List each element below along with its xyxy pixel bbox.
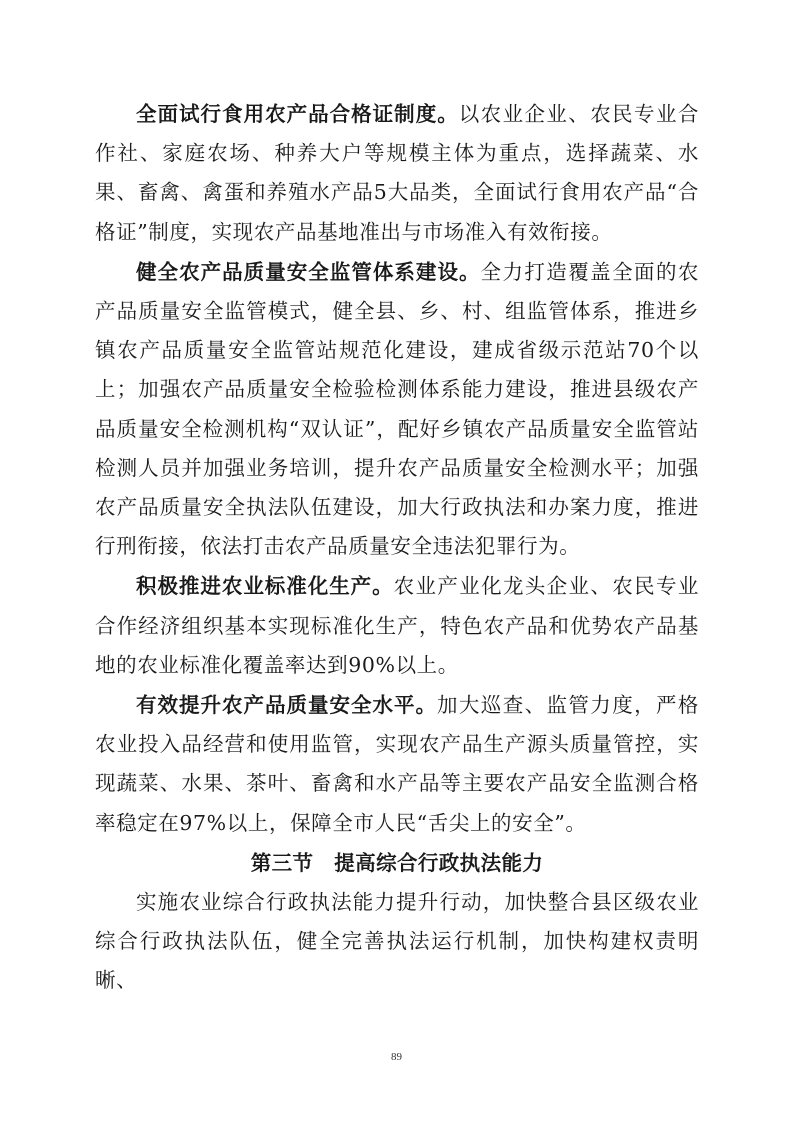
paragraph-body: 加大巡查、监管力度，严格农业投入品经营和使用监管，实现农产品生产源头质量管控，实现蔬菜、水果、茶叶、畜禽和水产品等主要农产品安全监测合格率稳定在97%以上，保障全市人民“舌尖上的安全”。 <box>95 693 699 835</box>
paragraph-standardization <box>95 567 699 685</box>
paragraph-body: 全力打造覆盖全面的农产品质量安全监管模式，健全县、乡、村、组监管体系，推进乡镇农产品质量安全监管站规范化建设，建成省级示范站70个以上；加强农产品质量安全检验检测体系能力建设，推进县级农产品质量安全检测机构“双认证”，配好乡镇农产品质量安全监管站检测人员并加强业务培训，提升农产品质量安全检测水平；加强农产品质量安全执法队伍建设，加大行政执法和办案力度，推进行刑衔接，依法打击农产品质量安全违法犯罪行为。 <box>95 259 700 559</box>
paragraph-lead: 全面试行食用农产品合格证制度。 <box>136 102 459 126</box>
page-number: 89 <box>391 1051 402 1063</box>
paragraph-law-enforcement: 实施农业综合行政执法能力提升行动，加快整合县区级农业综合行政执法队伍，健全完善执法运行机制，加快构建权责明晰、 <box>95 889 699 993</box>
section-title: 第三节 提高综合行政执法能力 <box>250 850 544 875</box>
document-page <box>95 95 699 1000</box>
paragraph-lead: 健全农产品质量安全监管体系建设。 <box>136 259 481 284</box>
paragraph-lead: 有效提升农产品质量安全水平。 <box>136 693 437 718</box>
paragraph-safety-level <box>95 686 699 843</box>
paragraph-lead: 积极推进农业标准化生产。 <box>136 574 394 599</box>
paragraph-supervision-system <box>95 253 699 567</box>
paragraph-body: 以农业企业、农民专业合作社、家庭农场、种养大户等规模主体为重点，选择蔬菜、水果、畜禽、禽蛋和养殖水产品5大品类，全面试行食用农产品“合格证”制度，实现农产品基地准出与市场准入有效衔接。 <box>95 102 699 244</box>
paragraph-certificate-system <box>95 95 699 252</box>
paragraph-body: 农业产业化龙头企业、农民专业合作经济组织基本实现标准化生产，特色农产品和优势农产品基地的农业标准化覆盖率达到90%以上。 <box>95 574 699 677</box>
